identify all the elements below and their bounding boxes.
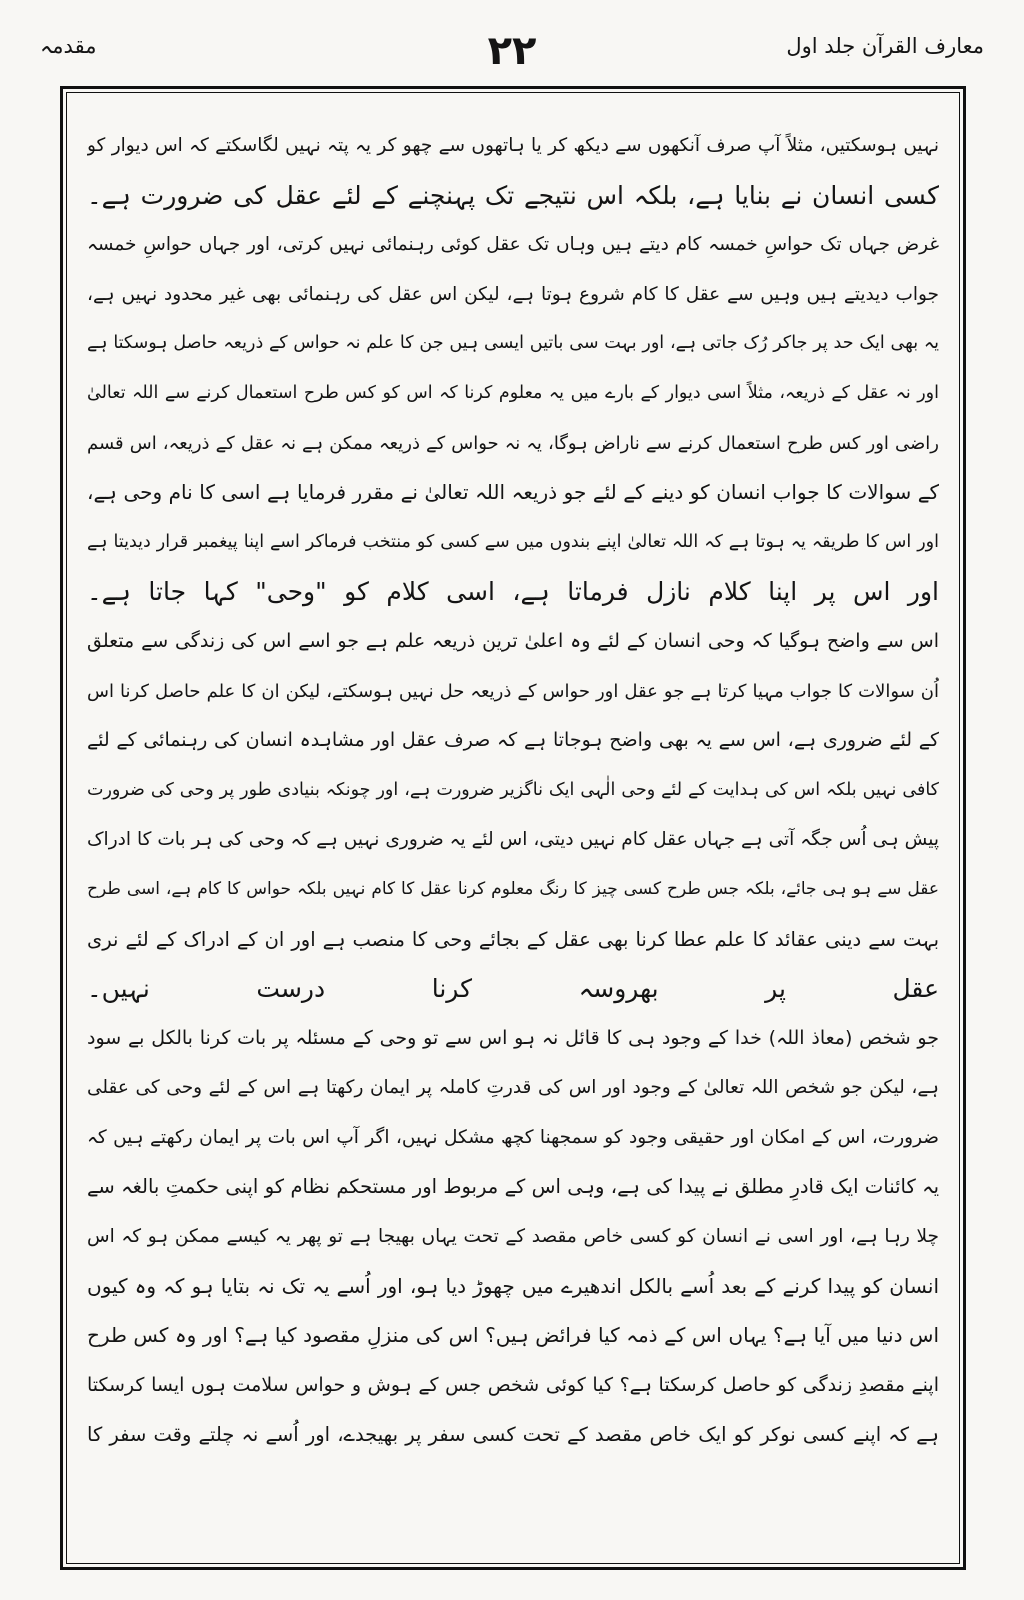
text-line: ہے، لیکن جو شخص اللہ تعالیٰ کے وجود اور اس کی قدرتِ کاملہ پر ایمان رکھتا ہے اس کے لئے وحی کی عقلی <box>87 1077 939 1099</box>
text-line: بہت سے دینی عقائد کا علم عطا کرنا بھی عقل کے بجائے وحی کا منصب ہے اور ان کے ادراک کے لئے نری <box>87 927 939 951</box>
text-line: عقل سے ہو ہی جائے، بلکہ جس طرح کسی چیز کا رنگ معلوم کرنا عقل کا کام نہیں بلکہ حواس کا کام ہے، اسی طرح <box>87 878 939 899</box>
text-line: اس دنیا میں آیا ہے؟ یہاں اس کے ذمہ کیا فرائض ہیں؟ اس کی منزلِ مقصود کیا ہے؟ اور وہ کس طرح <box>87 1323 939 1348</box>
text-line: اور اس پر اپنا کلام نازل فرماتا ہے، اسی کلام کو "وحی" کہا جاتا ہے۔ <box>87 577 939 607</box>
text-line: چلا رہا ہے، اور اسی نے انسان کو کسی خاص مقصد کے تحت یہاں بھیجا ہے تو پھر یہ کیسے ممکن ہو کہ اس <box>87 1226 939 1248</box>
text-line: اپنے مقصدِ زندگی کو حاصل کرسکتا ہے؟ کیا کوئی شخص جس کے ہوش و حواس سلامت ہوں ایسا کرسکتا <box>87 1373 939 1396</box>
text-line: جو شخص (معاذ اللہ) خدا کے وجود ہی کا قائل نہ ہو اس سے تو وحی کے مسئلہ پر بات کرنا بالکل بے سود <box>87 1026 939 1049</box>
text-line: راضی اور کس طرح استعمال کرنے سے ناراض ہوگا، یہ نہ حواس کے ذریعہ ممکن ہے نہ عقل کے ذریعہ، اس قسم <box>87 432 939 454</box>
text-line: اور نہ عقل کے ذریعہ، مثلاً اسی دیوار کے بارے میں یہ معلوم کرنا کہ اس کو کس طرح استعمال کرنے سے اللہ تعالیٰ <box>87 382 939 403</box>
page-header <box>0 0 1024 86</box>
text-line: کسی انسان نے بنایا ہے، بلکہ اس نتیجے تک پہنچنے کے لئے عقل کی ضرورت ہے۔ <box>87 180 939 210</box>
text-line: نہیں ہوسکتیں، مثلاً آپ صرف آنکھوں سے دیکھ کر یا ہاتھوں سے چھو کر یہ پتہ نہیں لگاسکتے کہ اس دیوار کو <box>87 135 939 156</box>
text-line: کے لئے ضروری ہے، اس سے یہ بھی واضح ہوجاتا ہے کہ صرف عقل اور مشاہدہ انسان کی رہنمائی کے لئے <box>87 729 939 752</box>
text-line: اور اس کا طریقہ یہ ہوتا ہے کہ اللہ تعالیٰ اپنے بندوں میں سے کسی کو منتخب فرماکر اسے اپنا پیغمبر قرار دیدیتا ہے <box>87 531 939 552</box>
body-text <box>87 121 939 1460</box>
text-line: کے سوالات کا جواب انسان کو دینے کے لئے جو ذریعہ اللہ تعالیٰ نے مقرر فرمایا ہے اسی کا نام وحی ہے، <box>87 480 939 505</box>
page-number: ۲۲ <box>487 28 537 74</box>
text-line: ہے کہ اپنے کسی نوکر کو ایک خاص مقصد کے تحت کسی سفر پر بھیجدے، اور اُسے نہ چلتے وقت سفر کا <box>87 1423 939 1447</box>
text-line: اس سے واضح ہوگیا کہ وحی انسان کے لئے وہ اعلیٰ ترین ذریعہ علم ہے جو اسے اس کی زندگی سے متعلق <box>87 629 939 652</box>
text-line: غرض جہاں تک حواسِ خمسہ کام دیتے ہیں وہاں تک عقل کوئی رہنمائی نہیں کرتی، اور جہاں حواسِ خمسہ <box>87 234 939 256</box>
text-line: کافی نہیں بلکہ اس کی ہدایت کے لئے وحی الٰہی ایک ناگزیر ضرورت ہے، اور چونکہ بنیادی طور پر وحی کی ضرورت <box>87 779 939 800</box>
text-line: عقل پر بھروسہ کرنا درست نہیں۔ <box>87 974 939 1004</box>
page-border-inner <box>66 92 960 1564</box>
text-line: پیش ہی اُس جگہ آتی ہے جہاں عقل کام نہیں دیتی، اس لئے یہ ضروری نہیں ہے کہ وحی کی ہر بات کا ادراک <box>87 829 939 851</box>
text-line: یہ بھی ایک حد پر جاکر رُک جاتی ہے، اور بہت سی باتیں ایسی ہیں جن کا علم نہ حواس کے ذریعہ حاصل ہوسکتا ہے <box>87 333 939 354</box>
book-title: معارف القرآن جلد اول <box>786 34 984 58</box>
text-line: اُن سوالات کا جواب مہیا کرتا ہے جو عقل اور حواس کے ذریعہ حل نہیں ہوسکتے، لیکن ان کا علم حاصل کرنا اس <box>87 680 939 702</box>
text-line: انسان کو پیدا کرنے کے بعد اُسے بالکل اندھیرے میں چھوڑ دیا ہو، اور اُسے یہ تک نہ بتایا ہو کہ وہ کیوں <box>87 1273 939 1298</box>
section-title: مقدمہ <box>40 34 97 58</box>
text-line: ضرورت، اس کے امکان اور حقیقی وجود کو سمجھنا کچھ مشکل نہیں، اگر آپ اس بات پر ایمان رکھتے ہیں کہ <box>87 1126 939 1148</box>
text-line: یہ کائنات ایک قادرِ مطلق نے پیدا کی ہے، وہی اس کے مربوط اور مستحکم نظام کو اپنی حکمتِ بالغہ سے <box>87 1175 939 1199</box>
text-line: جواب دیدیتے ہیں وہیں سے عقل کا کام شروع ہوتا ہے، لیکن اس عقل کی رہنمائی بھی غیر محدود نہیں ہے، <box>87 283 939 305</box>
